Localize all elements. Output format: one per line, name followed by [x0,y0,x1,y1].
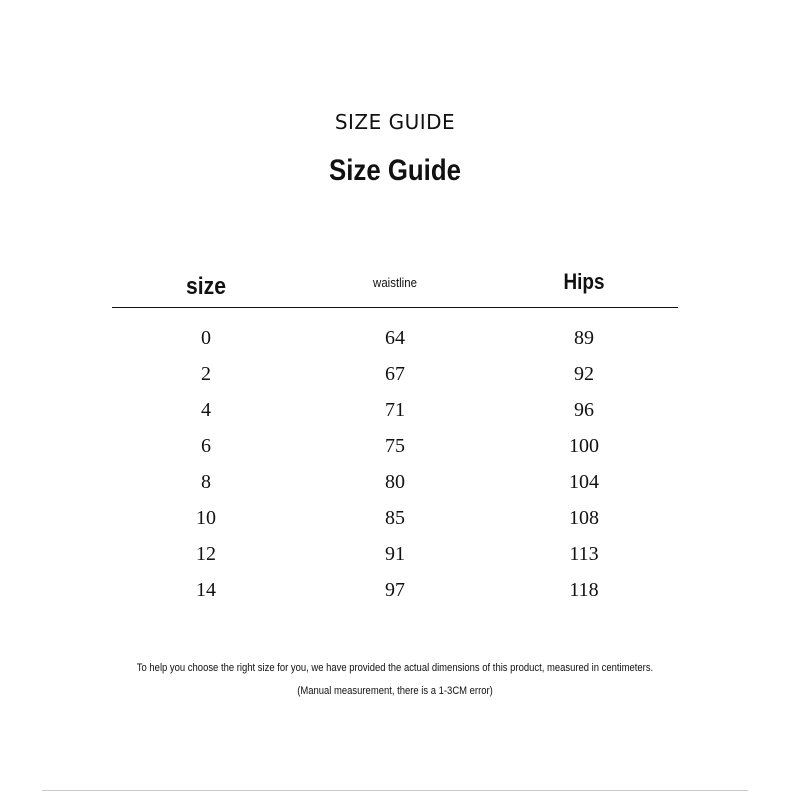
header-divider [112,307,678,308]
cell-size: 0 [201,327,211,349]
cell-hips: 100 [569,435,599,457]
cell-waistline: 71 [385,399,405,421]
error-note: (Manual measurement, there is a 1-3CM error) [297,685,493,697]
measurement-note: To help you choose the right size for you, we have provided the actual dimensions of this product, measured in centimeters. [136,662,654,674]
table-row [0,464,790,500]
cell-waistline: 67 [385,363,405,385]
cell-waistline: 97 [385,579,405,601]
page-title: Size Guide [329,154,461,187]
table-row [0,428,790,464]
cell-size: 14 [196,579,216,601]
column-header-hips: Hips [563,269,605,294]
cell-waistline: 75 [385,435,405,457]
column-header-size: size [186,273,226,300]
table-row [0,392,790,428]
table-row [0,500,790,536]
bottom-divider [42,790,748,791]
size-table-body [0,320,790,608]
cell-size: 4 [201,399,211,421]
cell-hips: 118 [569,579,599,601]
cell-size: 2 [201,363,211,385]
cell-hips: 108 [569,507,599,529]
cell-size: 8 [201,471,211,493]
cell-waistline: 91 [385,543,405,565]
cell-hips: 96 [574,399,594,421]
size-guide-heading: SIZE GUIDE [334,110,456,134]
table-header [0,268,790,304]
table-row [0,572,790,608]
table-row [0,356,790,392]
cell-size: 6 [201,435,211,457]
cell-hips: 104 [569,471,599,493]
cell-waistline: 64 [385,327,405,349]
cell-hips: 89 [574,327,594,349]
cell-waistline: 80 [385,471,405,493]
table-row [0,320,790,356]
cell-waistline: 85 [385,507,405,529]
cell-hips: 92 [574,363,594,385]
cell-size: 10 [196,507,216,529]
column-header-waistline: waistline [373,275,417,290]
cell-hips: 113 [569,543,599,565]
table-row [0,536,790,572]
cell-size: 12 [196,543,216,565]
